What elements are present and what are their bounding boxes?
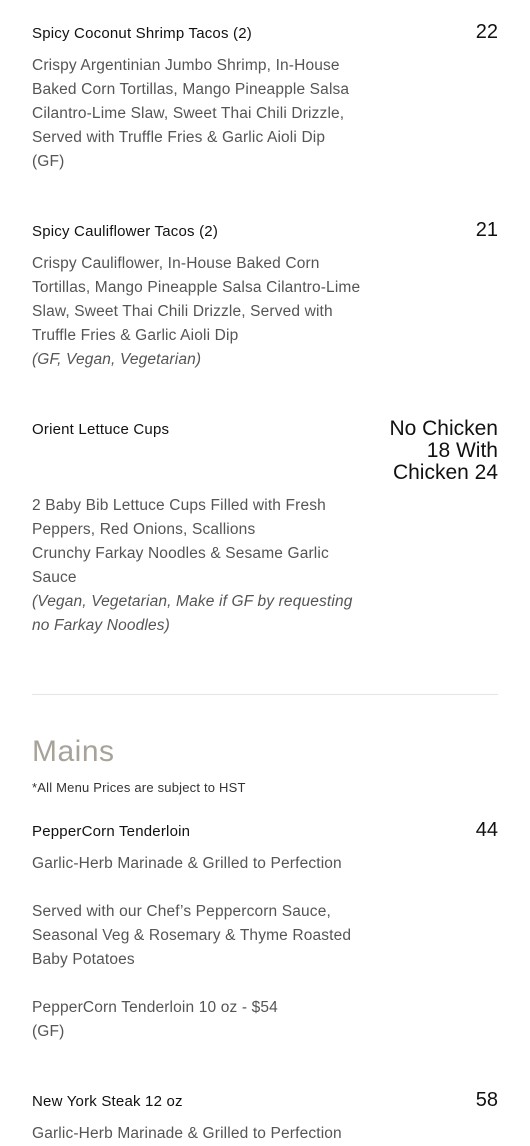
item-description [32,252,377,372]
desc-line: Served with our Chef’s Peppercorn Sauce, [32,903,331,920]
desc-line: Tortillas, Mango Pineapple Salsa Cilantro-Lime [32,279,361,296]
item-description [32,54,377,174]
item-price: 58 [475,1089,498,1111]
item-description [32,852,377,1044]
desc-line: PepperCorn Tenderloin 10 oz - $54 [32,999,278,1016]
section-title-mains: Mains [32,735,115,768]
dietary-note: (GF, Vegan, Vegetarian) [32,351,202,368]
desc-line: 2 Baby Bib Lettuce Cups Filled with Fresh [32,497,326,514]
desc-line: Seasonal Veg & Rosemary & Thyme Roasted [32,927,352,944]
item-name: Spicy Coconut Shrimp Tacos (2) [32,25,252,42]
desc-line: Served with Truffle Fries & Garlic Aioli Dip [32,129,326,146]
dietary-note: (Vegan, Vegetarian, Make if GF by requesting [32,593,353,610]
item-name: PepperCorn Tenderloin [32,823,191,840]
item-price: 44 [475,819,498,841]
desc-line: Peppers, Red Onions, Scallions [32,521,256,538]
desc-line: Garlic-Herb Marinade & Grilled to Perfection [32,1125,342,1142]
item-price: 22 [475,21,498,43]
desc-line: Crunchy Farkay Noodles & Sesame Garlic [32,545,329,562]
price-line: 18 With [426,439,498,462]
dietary-note: no Farkay Noodles) [32,617,170,634]
item-description [32,494,377,638]
desc-line: (GF) [32,1023,65,1040]
desc-line: Slaw, Sweet Thai Chili Drizzle, Served with [32,303,333,320]
desc-line: Baby Potatoes [32,951,135,968]
desc-line: (GF) [32,153,65,170]
item-description [32,1122,377,1146]
item-price: 21 [475,219,498,241]
price-line: No Chicken [389,417,498,440]
desc-line: Garlic-Herb Marinade & Grilled to Perfection [32,855,342,872]
desc-line: Crispy Cauliflower, In-House Baked Corn [32,255,320,272]
desc-line: Cilantro-Lime Slaw, Sweet Thai Chili Drizzle, [32,105,345,122]
price-line: Chicken 24 [392,461,498,484]
desc-line: Sauce [32,569,77,586]
item-name: Spicy Cauliflower Tacos (2) [32,223,219,240]
desc-line: Crispy Argentinian Jumbo Shrimp, In-House [32,57,340,74]
desc-line: Baked Corn Tortillas, Mango Pineapple Salsa [32,81,350,98]
item-name: Orient Lettuce Cups [32,421,170,438]
item-name: New York Steak 12 oz [32,1093,183,1110]
item-price [368,418,498,484]
price-tax-note: *All Menu Prices are subject to HST [32,780,246,795]
desc-line: Truffle Fries & Garlic Aioli Dip [32,327,239,344]
section-divider [32,694,498,695]
